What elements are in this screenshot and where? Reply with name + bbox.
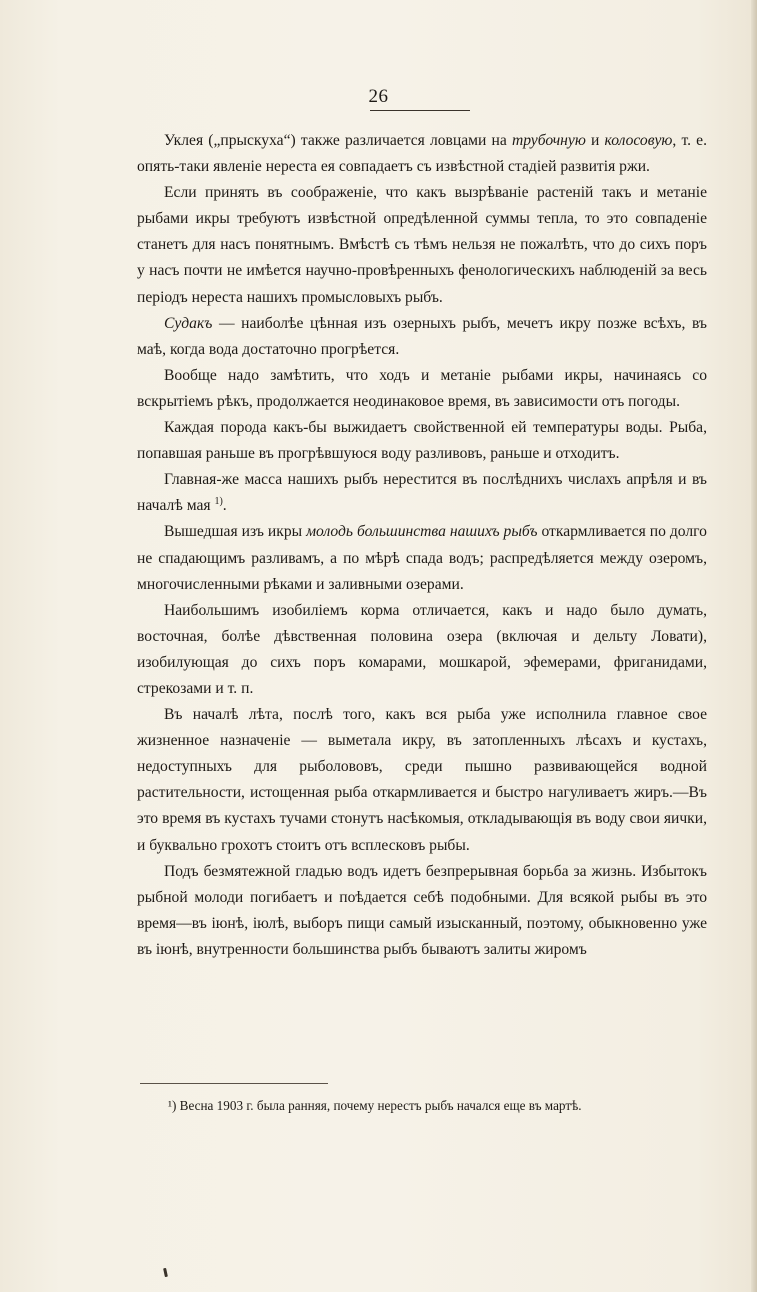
- page-number-rule: [370, 110, 470, 111]
- footnote: ¹) Весна 1903 г. была ранняя, почему нерестъ рыбъ начался еще въ мартѣ.: [168, 1098, 582, 1113]
- text-run: , т. е. опять-таки явленіе нереста ея совпадаетъ съ извѣстной стадіей развитія ржи.: [137, 132, 707, 176]
- paragraph: [137, 415, 707, 467]
- text-run: .: [222, 497, 227, 515]
- text-run: Главная-же масса нашихъ рыбъ нерестится въ послѣднихъ числахъ апрѣля и въ началѣ мая: [137, 471, 707, 515]
- text-run: Въ началѣ лѣта, послѣ того, какъ вся рыба уже исполнила главное свое жизненное назначеніе — выметала икру, въ затопленныхъ лѣсахъ и кустахъ, недоступныхъ для рыболововъ, среди пышно развивающейся водной растительности, истощенная рыба откармливается и быстро нагуливаетъ жиръ.—Въ это время въ кустахъ тучами стонутъ насѣкомыя, откладывающія въ воду свои яички, и буквально грохотъ стоитъ отъ всплесковъ рыбы.: [137, 706, 707, 854]
- text-run: Подъ безмятежной гладью водъ идетъ безпрерывная борьба за жизнь. Избытокъ рыбной молоди погибаетъ и поѣдается себѣ подобными. Для всякой рыбы въ это время—въ іюнѣ, іюлѣ, выборъ пищи самый изысканный, поэтому, обыкновенно уже въ іюнѣ, внутренности большинства рыбъ бываютъ залиты жиромъ: [137, 862, 707, 958]
- paragraph: [137, 702, 707, 859]
- italic-term: колосовую: [604, 132, 673, 149]
- paragraph: [137, 859, 707, 963]
- text-run: Если принять въ соображеніе, что какъ вызрѣваніе растеній такъ и метаніе рыбами икры требуютъ извѣстной опредѣленной суммы тепла, то это совпаденіе станетъ для насъ понятнымъ. Вмѣстѣ съ тѣмъ нельзя не пожалѣть, что до сихъ поръ у насъ почти не имѣется научно-провѣренныхъ фенологическихъ наблюденій за весь періодъ нереста нашихъ промысловыхъ рыбъ.: [137, 184, 707, 306]
- paragraph: [137, 598, 707, 702]
- text-run: и: [585, 132, 605, 149]
- text-run: Вообще надо замѣтить, что ходъ и метаніе рыбами икры, начинаясь со вскрытіемъ рѣкъ, продолжается неодинаковое время, въ зависимости отъ погоды.: [137, 366, 707, 410]
- paragraph: [137, 180, 707, 310]
- page-edge: [751, 0, 757, 1292]
- text-run: Вышедшая изъ икры: [164, 523, 307, 541]
- italic-term: Судакъ: [164, 314, 213, 332]
- footnote-separator: [140, 1083, 328, 1084]
- text-run: Каждая порода какъ-бы выжидаетъ свойственной ей температуры воды. Рыба, попавшая раньше въ прогрѣвшуюся воду разливовъ, раньше и отходитъ.: [137, 419, 707, 463]
- page-number: 26: [368, 86, 389, 107]
- paragraph: [137, 519, 707, 597]
- italic-term: трубочную: [511, 132, 586, 149]
- paragraph: [137, 128, 707, 180]
- paragraph: [137, 363, 707, 415]
- paragraph: [137, 311, 707, 363]
- italic-term: молодь большинства нашихъ рыбъ: [306, 523, 538, 541]
- text-run: Наибольшимъ изобиліемъ корма отличается, какъ и надо было думать, восточная, болѣе дѣвственная половина озера (включая и дельту Ловати), изобилующая до сихъ поръ комарами, мошкарой, эфемерами, фриганидами, стрекозами и т. п.: [137, 601, 707, 697]
- text-run: Уклея („прыскуха“) также различается ловцами на: [164, 132, 512, 149]
- print-speck: [163, 1268, 168, 1277]
- text-run: откармливается по долго не спадающимъ разливамъ, а по мѣрѣ спада водъ; распредѣляется между озеромъ, многочисленными рѣками и заливными озерами.: [137, 523, 707, 593]
- text-run: — наиболѣе цѣнная изъ озерныхъ рыбъ, мечетъ икру позже всѣхъ, въ маѣ, когда вода достаточно прогрѣется.: [137, 314, 707, 358]
- footnote-ref: 1): [214, 496, 223, 508]
- body-text: [137, 128, 707, 963]
- paragraph: [137, 467, 707, 519]
